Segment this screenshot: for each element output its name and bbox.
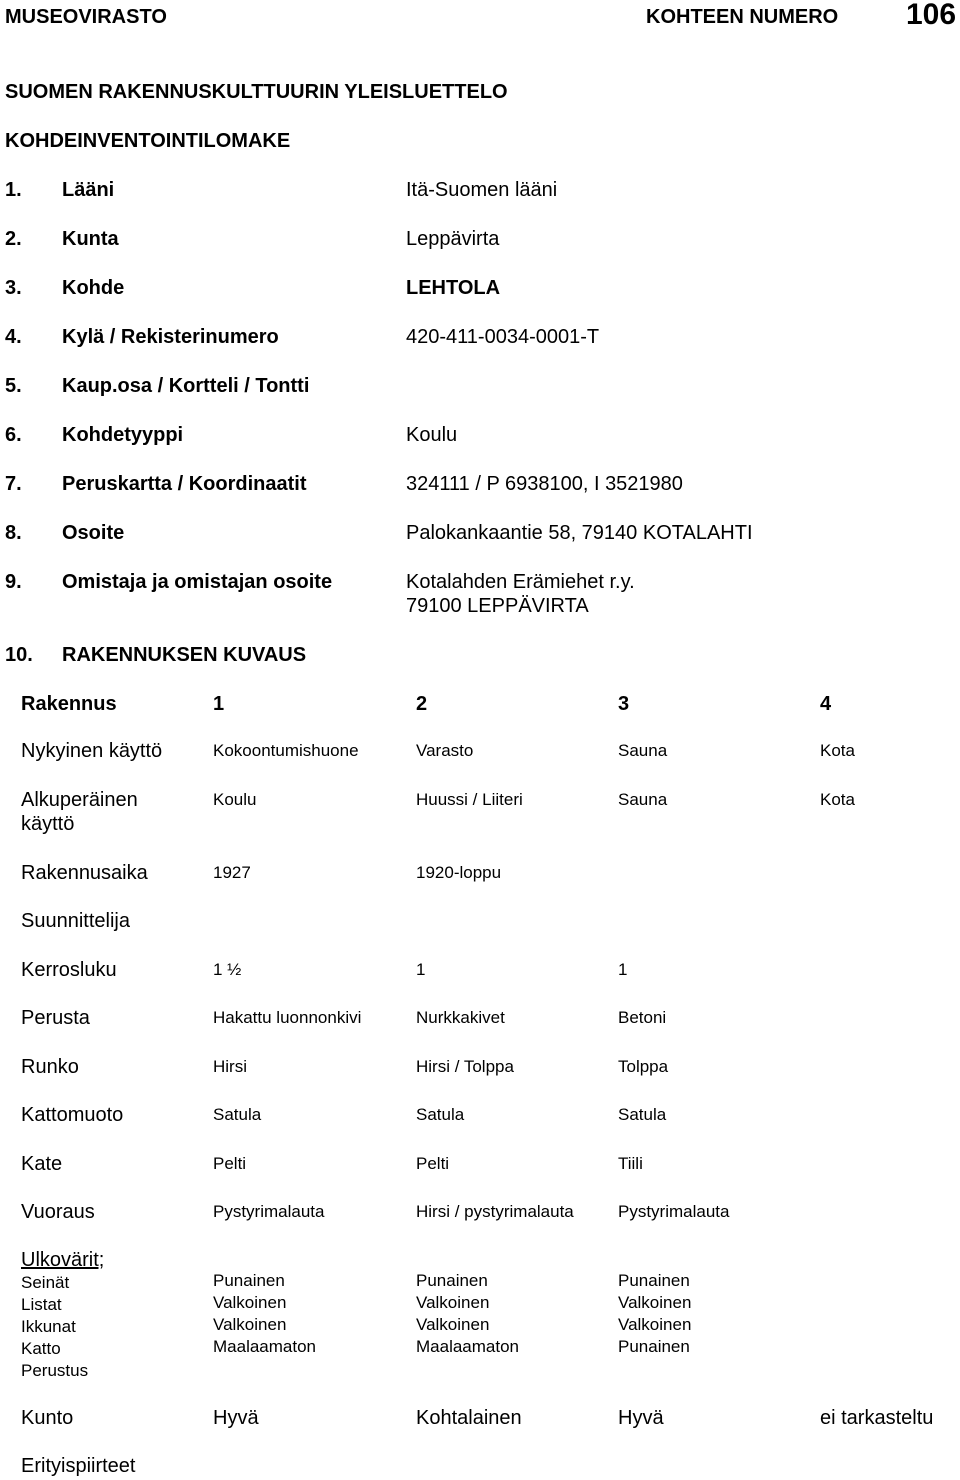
organization-name: MUSEOVIRASTO: [5, 6, 167, 28]
table-cell: Valkoinen: [416, 1315, 490, 1334]
field-value: 420-411-0034-0001-T: [406, 326, 600, 348]
table-cell: Tiili: [618, 1154, 643, 1173]
field-label: Kaup.osa / Kortteli / Tontti: [62, 375, 310, 397]
table-cell: Satula: [416, 1105, 465, 1124]
row-label: Kate: [21, 1153, 63, 1175]
row-label: Kattomuoto: [21, 1104, 124, 1126]
table-cell: Valkoinen: [618, 1293, 692, 1312]
field-value: Palokankaantie 58, 79140 KOTALAHTI: [406, 522, 753, 544]
object-number: 106: [906, 0, 957, 31]
field-number: 5.: [5, 375, 22, 397]
table-cell: Valkoinen: [618, 1315, 692, 1334]
table-cell: Hirsi: [213, 1057, 247, 1076]
table-header-label: Rakennus: [21, 693, 117, 715]
table-cell: Valkoinen: [416, 1293, 490, 1312]
row-label: Alkuperäinen: [21, 789, 138, 811]
color-value-column: [618, 1270, 691, 1358]
field-value: Leppävirta: [406, 228, 500, 250]
table-cell: 1927: [213, 863, 251, 882]
table-cell: Satula: [618, 1105, 667, 1124]
row-label: Rakennusaika: [21, 862, 148, 884]
row-label-line2: käyttö: [21, 813, 75, 835]
table-cell: ei tarkasteltu: [820, 1407, 934, 1429]
field-value-line2: 79100 LEPPÄVIRTA: [406, 595, 589, 617]
field-number: 6.: [5, 424, 22, 446]
color-label: Seinät: [21, 1273, 70, 1292]
table-cell: 1920-loppu: [416, 863, 502, 882]
color-value-column: [213, 1270, 316, 1358]
color-label: Listat: [21, 1295, 62, 1314]
row-label: Erityispiirteet: [21, 1455, 136, 1477]
field-number: 7.: [5, 473, 22, 495]
table-cell: Huussi / Liiteri: [416, 790, 523, 809]
table-cell: Pelti: [416, 1154, 450, 1173]
table-cell: Betoni: [618, 1008, 667, 1027]
field-number: 3.: [5, 277, 22, 299]
table-cell: Tolppa: [618, 1057, 669, 1076]
field-number: 4.: [5, 326, 22, 348]
table-cell: Valkoinen: [213, 1315, 287, 1334]
color-label-list: [21, 1272, 88, 1382]
field-number: 2.: [5, 228, 22, 250]
table-cell: 1: [618, 960, 628, 979]
field-label: Kohde: [62, 277, 125, 299]
field-label: Kylä / Rekisterinumero: [62, 326, 279, 348]
row-label: Perusta: [21, 1007, 90, 1029]
table-cell: Maalaamaton: [416, 1337, 520, 1356]
field-value: Koulu: [406, 424, 458, 446]
field-value: Kotalahden Erämiehet r.y.: [406, 571, 635, 593]
table-cell: Hyvä: [213, 1407, 259, 1429]
row-label: Kerrosluku: [21, 959, 117, 981]
field-number: 1.: [5, 179, 22, 201]
table-cell: Punainen: [618, 1337, 690, 1356]
field-value: Itä-Suomen lääni: [406, 179, 558, 201]
table-cell: Punainen: [416, 1271, 488, 1290]
table-cell: Punainen: [213, 1271, 285, 1290]
table-cell: Pystyrimalauta: [618, 1202, 730, 1221]
table-cell: Kokoontumishuone: [213, 741, 359, 760]
table-cell: Hirsi / pystyrimalauta: [416, 1202, 574, 1221]
color-value-column: [416, 1270, 519, 1358]
table-cell: Sauna: [618, 741, 668, 760]
column-header: 1: [213, 693, 225, 715]
table-cell: Pystyrimalauta: [213, 1202, 325, 1221]
color-label: Katto: [21, 1339, 61, 1358]
table-cell: Punainen: [618, 1271, 690, 1290]
field-label: Omistaja ja omistajan osoite: [62, 571, 333, 593]
field-label: Osoite: [62, 522, 125, 544]
row-label: Vuoraus: [21, 1201, 95, 1223]
table-cell: Sauna: [618, 790, 668, 809]
document-title: SUOMEN RAKENNUSKULTTUURIN YLEISLUETTELO: [5, 81, 508, 103]
row-label: Runko: [21, 1056, 79, 1078]
color-label: Perustus: [21, 1361, 89, 1380]
table-cell: Kota: [820, 741, 855, 760]
field-label: Kunta: [62, 228, 119, 250]
table-cell: Hirsi / Tolppa: [416, 1057, 514, 1076]
column-header: 3: [618, 693, 630, 715]
table-cell: Nurkkakivet: [416, 1008, 505, 1027]
table-cell: Satula: [213, 1105, 262, 1124]
row-label: Ulkovärit;: [21, 1249, 105, 1271]
section-number: 10.: [5, 644, 33, 666]
column-header: 4: [820, 693, 832, 715]
object-number-label: KOHTEEN NUMERO: [646, 6, 839, 28]
field-value: LEHTOLA: [406, 277, 501, 299]
field-number: 8.: [5, 522, 22, 544]
form-title: KOHDEINVENTOINTILOMAKE: [5, 130, 291, 152]
field-value: 324111 / P 6938100, I 3521980: [406, 473, 683, 495]
table-cell: 1 ½: [213, 960, 242, 979]
table-cell: Kohtalainen: [416, 1407, 522, 1429]
section-title: RAKENNUKSEN KUVAUS: [62, 644, 307, 666]
table-cell: Koulu: [213, 790, 257, 809]
field-label: Lääni: [62, 179, 115, 201]
table-cell: Hakattu luonnonkivi: [213, 1008, 362, 1027]
row-label: Kunto: [21, 1407, 74, 1429]
row-label: Suunnittelija: [21, 910, 130, 932]
table-cell: Maalaamaton: [213, 1337, 317, 1356]
table-cell: 1: [416, 960, 426, 979]
table-cell: Valkoinen: [213, 1293, 287, 1312]
row-label: Nykyinen käyttö: [21, 740, 163, 762]
column-header: 2: [416, 693, 428, 715]
table-cell: Varasto: [416, 741, 474, 760]
field-label: Peruskartta / Koordinaatit: [62, 473, 307, 495]
field-label: Kohdetyyppi: [62, 424, 184, 446]
field-number: 9.: [5, 571, 22, 593]
table-cell: Kota: [820, 790, 855, 809]
color-label: Ikkunat: [21, 1317, 76, 1336]
table-cell: Hyvä: [618, 1407, 664, 1429]
table-cell: Pelti: [213, 1154, 247, 1173]
